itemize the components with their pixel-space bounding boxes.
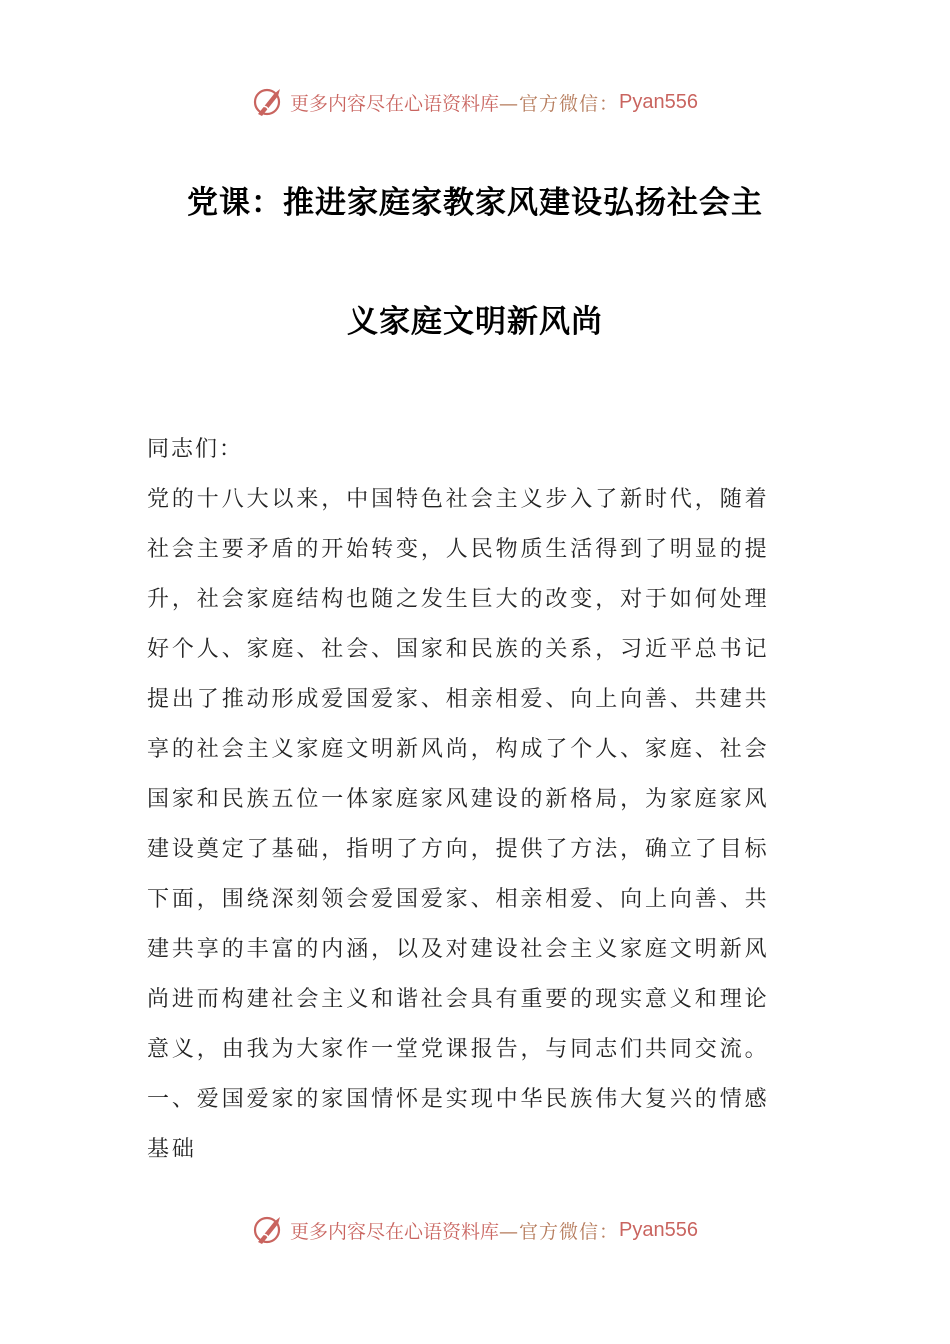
- footer-text-3: Pyan556: [619, 1218, 698, 1241]
- body-line: 建共享的丰富的内涵，以及对建设社会主义家庭文明新风: [147, 937, 770, 962]
- section-heading-line: 一、爱国爱家的家国情怀是实现中华民族伟大复兴的情感: [147, 1087, 770, 1112]
- header-watermark: [0, 82, 950, 122]
- body-line: 提出了推动形成爱国爱家、相亲相爱、向上向善、共建共: [147, 687, 770, 712]
- greeting: 同志们：: [147, 437, 244, 462]
- header-text-3: Pyan556: [619, 90, 698, 113]
- footer-text-1: 更多内容尽在心语资料库: [290, 1220, 500, 1243]
- body-line: 下面，围绕深刻领会爱国爱家、相亲相爱、向上向善、共: [147, 887, 770, 912]
- body-line: 享的社会主义家庭文明新风尚，构成了个人、家庭、社会: [147, 737, 770, 762]
- body-line: 建设奠定了基础，指明了方向，提供了方法，确立了目标: [147, 837, 770, 862]
- footer-text-2: —官方微信：: [499, 1220, 620, 1243]
- body-line: 意义，由我为大家作一堂党课报告，与同志们共同交流。: [147, 1037, 770, 1062]
- title-line-1: 党课：推进家庭家教家风建设弘扬社会主: [187, 185, 763, 221]
- title-line-2: 义家庭文明新风尚: [347, 304, 603, 340]
- header-text-2: —官方微信：: [499, 92, 620, 115]
- body-line: 党的十八大以来，中国特色社会主义步入了新时代，随着: [147, 487, 770, 512]
- pen-nib-logo-icon: [252, 1213, 286, 1247]
- body-line: 好个人、家庭、社会、国家和民族的关系，习近平总书记: [147, 637, 770, 662]
- section-heading-line: 基础: [147, 1137, 197, 1162]
- body-text: [147, 478, 807, 1178]
- body-line: 社会主要矛盾的开始转变，人民物质生活得到了明显的提: [147, 537, 770, 562]
- header-text-1: 更多内容尽在心语资料库: [290, 92, 500, 115]
- pen-nib-logo-icon: [252, 85, 286, 119]
- footer-watermark: [0, 1210, 950, 1250]
- body-line: 尚进而构建社会主义和谐社会具有重要的现实意义和理论: [147, 987, 770, 1012]
- body-line: 升，社会家庭结构也随之发生巨大的改变，对于如何处理: [147, 587, 770, 612]
- body-line: 国家和民族五位一体家庭家风建设的新格局，为家庭家风: [147, 787, 770, 812]
